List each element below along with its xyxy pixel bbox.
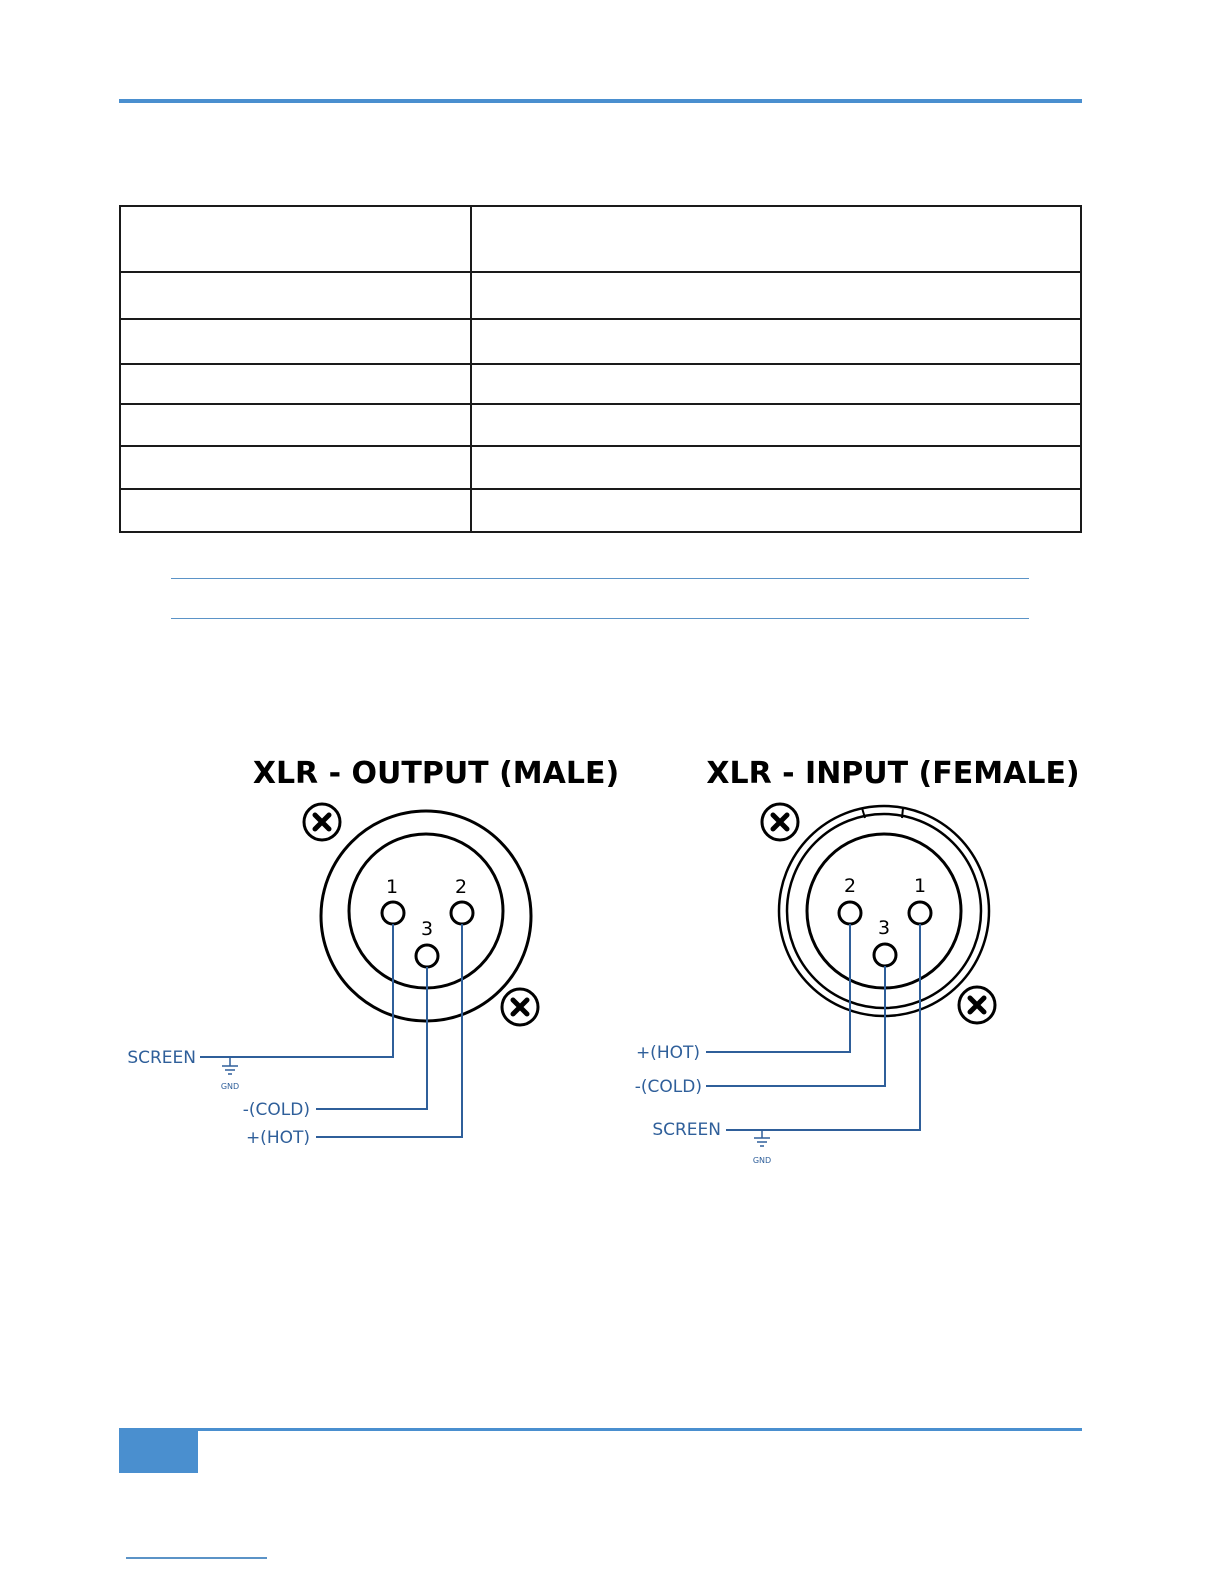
female-pin-2-label: 2 (843, 875, 857, 897)
screw-icon (304, 804, 340, 840)
female-screen-label: SCREEN (652, 1120, 721, 1140)
male-cold-label: -(COLD) (242, 1100, 310, 1120)
ground-icon (222, 1057, 238, 1074)
male-gnd-label: GND (220, 1082, 240, 1091)
screw-icon (502, 989, 538, 1025)
male-title: XLR - OUTPUT (MALE) (252, 756, 620, 791)
male-pin-2 (451, 902, 473, 924)
ground-icon (754, 1130, 770, 1146)
male-cold-wire (316, 967, 427, 1109)
female-hot-wire (706, 924, 850, 1052)
female-hot-label: +(HOT) (635, 1043, 700, 1063)
xlr-male-connector (127, 756, 619, 1148)
footer-link-underline[interactable] (126, 1557, 267, 1559)
male-pin-3-label: 3 (420, 918, 434, 940)
female-pin-3 (874, 944, 896, 966)
male-hot-wire (316, 924, 462, 1137)
female-title: XLR - INPUT (FEMALE) (706, 756, 1080, 791)
male-pin-1-label: 1 (385, 876, 399, 898)
female-pin-1 (909, 902, 931, 924)
male-pin-1 (382, 902, 404, 924)
female-pin-1-label: 1 (913, 875, 927, 897)
male-screen-wire (200, 924, 393, 1057)
page-number-tab (119, 1431, 198, 1473)
male-screen-label: SCREEN (127, 1048, 196, 1068)
male-pin-3 (416, 945, 438, 967)
screw-icon (762, 804, 798, 840)
female-pin-3-label: 3 (877, 917, 891, 939)
female-gnd-label: GND (752, 1156, 772, 1165)
footer-rule (119, 1428, 1082, 1431)
screw-icon (959, 987, 995, 1023)
male-pin-2-label: 2 (454, 876, 468, 898)
xlr-female-connector (635, 756, 1080, 1165)
male-hot-label: +(HOT) (245, 1128, 310, 1148)
female-cold-label: -(COLD) (634, 1077, 702, 1097)
female-pin-2 (839, 902, 861, 924)
